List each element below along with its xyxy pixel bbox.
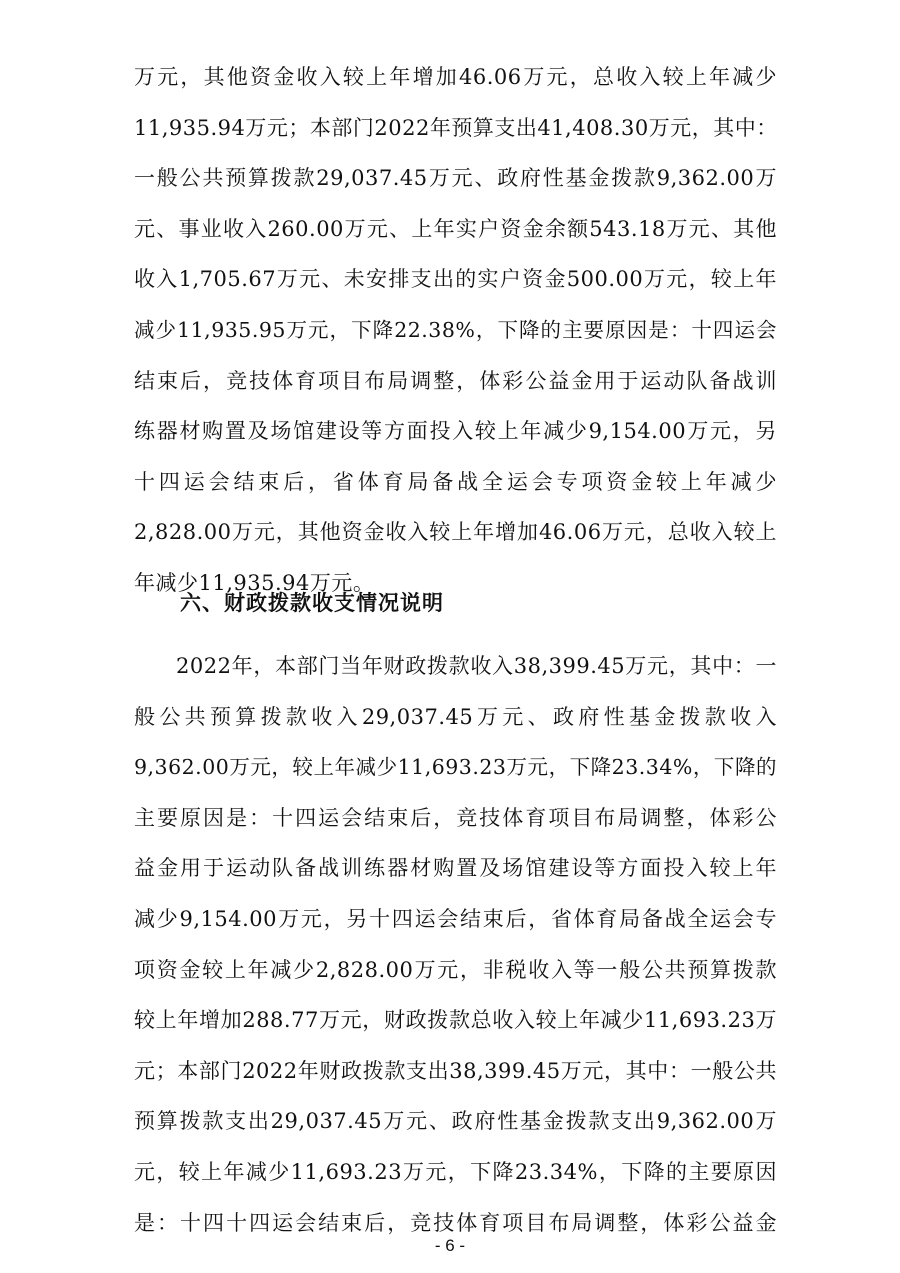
text-line: 预算拨款支出29,037.45万元、政府性基金拨款支出9,362.00万 <box>134 1109 777 1134</box>
text-line: 十四运会结束后，省体育局备战全运会专项资金较上年减少 <box>134 469 777 494</box>
text-line: 一般公共预算拨款29,037.45万元、政府性基金拨款9,362.00万 <box>134 166 777 191</box>
text-line: 11,935.94万元；本部门2022年预算支出41,408.30万元，其中： <box>134 115 778 140</box>
text-line: 项资金较上年减少2,828.00万元，非税收入等一般公共预算拨款 <box>134 957 777 982</box>
text-line: 较上年增加288.77万元，财政拨款总收入较上年减少11,693.23万 <box>134 1008 777 1033</box>
paragraph-fiscal-appropriation <box>134 641 777 1248</box>
text-line: 减少11,935.95万元，下降22.38%，下降的主要原因是：十四运会 <box>134 317 777 342</box>
text-line: 9,362.00万元，较上年减少11,693.23万元，下降23.34%，下降的 <box>134 755 777 780</box>
text-line: 主要原因是：十四运会结束后，竞技体育项目布局调整，体彩公 <box>134 805 777 830</box>
text-line: 2,828.00万元，其他资金收入较上年增加46.06万元，总收入较上 <box>134 520 777 545</box>
text-line: 元，较上年减少11,693.23万元，下降23.34%，下降的主要原因 <box>134 1159 777 1184</box>
text-line: 结束后，竞技体育项目布局调整，体彩公益金用于运动队备战训 <box>134 368 777 393</box>
text-line: 收入1,705.67万元、未安排支出的实户资金500.00万元，较上年 <box>134 267 777 292</box>
text-line: 练器材购置及场馆建设等方面投入较上年减少9,154.00万元，另 <box>134 419 777 444</box>
page-number: - 6 - <box>434 1236 466 1255</box>
text-line: 元；本部门2022年财政拨款支出38,399.45万元，其中：一般公共 <box>134 1058 777 1083</box>
paragraph-budget-summary <box>134 52 777 609</box>
text-line: 年减少11,935.94万元。 <box>134 570 375 595</box>
text-line: 益金用于运动队备战训练器材购置及场馆建设等方面投入较上年 <box>134 856 777 881</box>
section-heading: 六、财政拨款收支情况说明 <box>180 591 444 615</box>
text-line: 2022年，本部门当年财政拨款收入38,399.45万元，其中：一 <box>176 654 777 678</box>
text-line: 是：十四十四运会结束后，竞技体育项目布局调整，体彩公益金 <box>134 1210 777 1235</box>
text-line: 万元，其他资金收入较上年增加46.06万元，总收入较上年减少 <box>134 65 777 89</box>
text-line: 元、事业收入260.00万元、上年实户资金余额543.18万元、其他 <box>134 216 777 241</box>
text-line: 般公共预算拨款收入29,037.45万元、政府性基金拨款收入 <box>134 704 777 729</box>
text-line: 减少9,154.00万元，另十四运会结束后，省体育局备战全运会专 <box>134 906 777 931</box>
